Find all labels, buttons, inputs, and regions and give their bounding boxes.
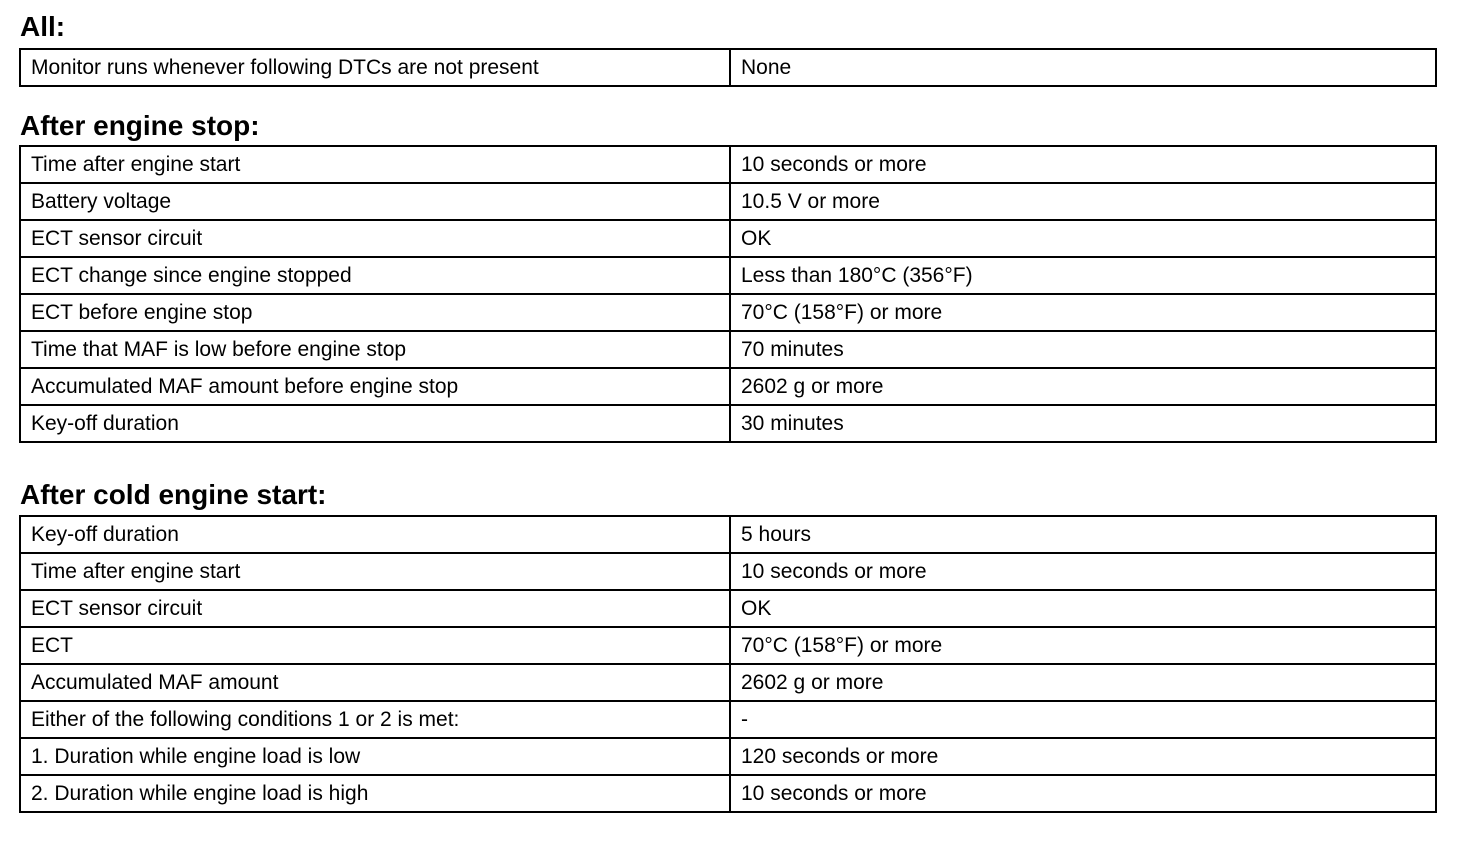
condition-value: OK [730,220,1436,257]
table-row [20,220,1436,257]
condition-value: 10 seconds or more [730,146,1436,183]
condition-label: Battery voltage [20,183,730,220]
table-row [20,368,1436,405]
condition-label: Key-off duration [20,516,730,553]
condition-label: Accumulated MAF amount before engine stop [20,368,730,405]
table-row [20,627,1436,664]
section-title-after-cold-engine-start: After cold engine start: [20,479,327,510]
condition-value: 120 seconds or more [730,738,1436,775]
condition-label: ECT change since engine stopped [20,257,730,294]
condition-label: Monitor runs whenever following DTCs are not present [20,49,730,86]
condition-value: - [730,701,1436,738]
table-row [20,146,1436,183]
table-row [20,701,1436,738]
condition-label: Time after engine start [20,553,730,590]
condition-label: Time after engine start [20,146,730,183]
condition-value: 5 hours [730,516,1436,553]
conditions-table-after-cold-engine-start [19,515,1437,813]
table-row [20,516,1436,553]
table-row [20,257,1436,294]
condition-value: Less than 180°C (356°F) [730,257,1436,294]
table-row [20,331,1436,368]
condition-value: 2602 g or more [730,664,1436,701]
table-row [20,553,1436,590]
condition-value: 10 seconds or more [730,553,1436,590]
condition-label: ECT before engine stop [20,294,730,331]
table-row [20,294,1436,331]
section-title-after-engine-stop: After engine stop: [20,110,260,141]
condition-value: OK [730,590,1436,627]
condition-label: Accumulated MAF amount [20,664,730,701]
condition-value: None [730,49,1436,86]
conditions-table-after-engine-stop [19,145,1437,443]
conditions-table-all [19,48,1437,87]
condition-label: Key-off duration [20,405,730,442]
table-row [20,775,1436,812]
table-row [20,738,1436,775]
condition-label: 2. Duration while engine load is high [20,775,730,812]
condition-value: 10 seconds or more [730,775,1436,812]
condition-label: Time that MAF is low before engine stop [20,331,730,368]
condition-value: 10.5 V or more [730,183,1436,220]
condition-value: 70 minutes [730,331,1436,368]
table-row [20,49,1436,86]
condition-label: Either of the following conditions 1 or 2 is met: [20,701,730,738]
table-row [20,590,1436,627]
table-row [20,405,1436,442]
condition-label: ECT sensor circuit [20,590,730,627]
condition-label: 1. Duration while engine load is low [20,738,730,775]
condition-label: ECT sensor circuit [20,220,730,257]
condition-label: ECT [20,627,730,664]
condition-value: 30 minutes [730,405,1436,442]
condition-value: 70°C (158°F) or more [730,627,1436,664]
section-title-all: All: [20,11,66,42]
table-row [20,183,1436,220]
condition-value: 70°C (158°F) or more [730,294,1436,331]
condition-value: 2602 g or more [730,368,1436,405]
table-row [20,664,1436,701]
